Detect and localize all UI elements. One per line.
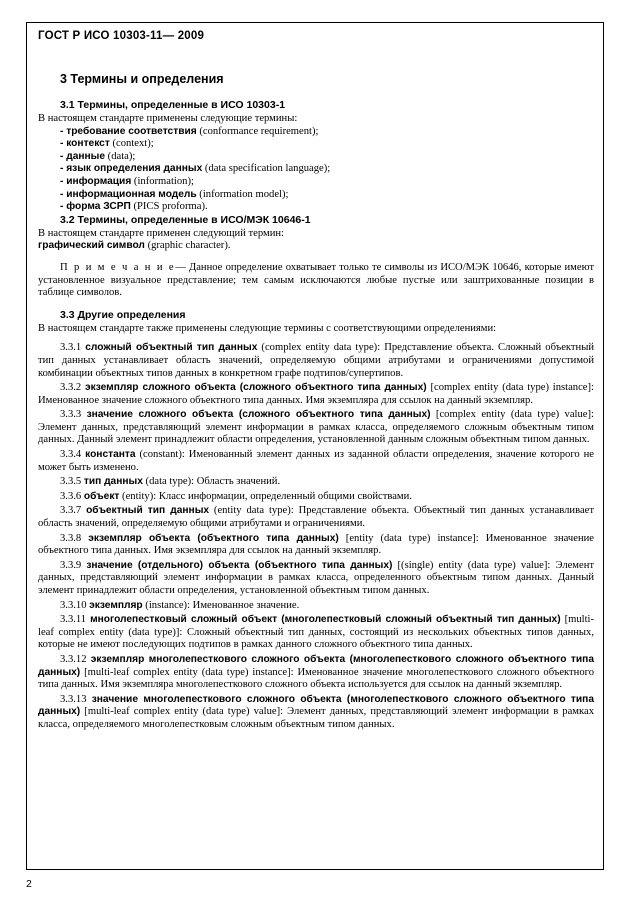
definition-term-en: [(single) entity (data type) value]	[392, 559, 548, 571]
definition-entry	[38, 533, 594, 558]
definition-number: 3.3.10	[60, 599, 87, 611]
term-ru: - требование соответствия	[60, 125, 197, 137]
definition-term-ru: экземпляр сложного объекта (сложного объектного типа данных)	[85, 382, 427, 394]
definition-entry	[38, 654, 594, 692]
definition-entry	[38, 491, 594, 504]
term-en: (graphic character).	[144, 240, 231, 252]
term-en: (information);	[131, 175, 194, 187]
subsection-3-2-term	[38, 240, 594, 253]
page-number: 2	[26, 878, 32, 890]
definition-term-en: [multi-leaf complex entity (data type) instance]	[80, 666, 291, 678]
term-list-item	[60, 176, 594, 189]
term-ru: - информационная модель	[60, 188, 197, 200]
definition-term-ru: многолепестковый сложный объект (многолепестковый сложный объектный тип данных)	[90, 614, 561, 626]
term-list-item	[60, 138, 594, 151]
definition-body: : Класс информации, определенный общими свойствами.	[153, 490, 412, 502]
definition-term-ru: значение сложного объекта (сложного объектного типа данных)	[86, 409, 431, 421]
definition-number: 3.3.11	[60, 614, 87, 626]
definition-term-ru: константа	[85, 449, 136, 461]
definition-body: : Сложный объектный тип данных, состоящий из нескольких объектных типов данных, которые не имеют последующих подтипов в рамках данного сложного объектного типа данных.	[38, 626, 594, 651]
term-en: (PICS proforma).	[130, 201, 208, 213]
subsection-3-3-heading: 3.3 Другие определения	[60, 308, 186, 321]
subsection-3-1-heading: 3.1 Термины, определенные в ИСО 10303-1	[60, 99, 286, 111]
definition-number: 3.3.2	[60, 382, 82, 394]
term-en: (information model);	[196, 188, 289, 200]
term-en: (conformance requirement);	[196, 125, 319, 137]
definition-term-en: (complex entity data type)	[257, 342, 378, 354]
definition-entry	[38, 409, 594, 447]
definition-entry	[38, 476, 594, 489]
definition-number: 3.3.8	[60, 532, 82, 544]
definition-term-ru: объектный тип данных	[86, 505, 210, 517]
definition-body: : Именованное значение многолепесткового сложного объектного типа данных. Имя экземпляра многолепесткового сложного объекта используется для ссылок на данный экземпляр.	[38, 666, 594, 691]
definition-term-en: (entity)	[119, 490, 154, 502]
definition-entry	[38, 694, 594, 732]
term-ru: - язык определения данных	[60, 163, 203, 175]
page-content	[38, 72, 594, 732]
note-paragraph	[38, 262, 594, 300]
definition-number: 3.3.7	[60, 505, 82, 517]
term-list-item	[60, 189, 594, 202]
definition-number: 3.3.9	[60, 559, 82, 571]
definition-body: : Именованное значение объектного типа данных. Имя экземпляра для ссылок на данный экземпляр.	[38, 532, 594, 557]
definition-term-ru: объект	[83, 490, 120, 502]
term-list-item	[60, 126, 594, 139]
term-en: (data specification language);	[202, 163, 331, 175]
definition-term-ru: экземпляр объекта (объектного типа данных)	[88, 532, 339, 544]
section-heading: 3 Термины и определения	[60, 72, 224, 86]
definition-body: : Именованное значение сложного объектного типа данных. Имя экземпляра для ссылок на данный экземпляр.	[38, 382, 594, 406]
definition-body: : Представление объекта. Объектный тип данных устанавливает область значений, определяемую общими атрибутами и ограничениями.	[38, 505, 594, 530]
note-label: П р и м е ч а н и е	[60, 261, 176, 273]
term-ru: - контекст	[60, 138, 110, 150]
definition-term-ru: значение многолепесткового сложного объекта (многолепесткового сложного объектного типа данных)	[38, 693, 595, 718]
definition-number: 3.3.12	[60, 653, 87, 665]
term-ru: - данные	[60, 150, 106, 162]
definition-term-en: [multi-leaf complex entity (data type) value]	[80, 706, 281, 718]
subsection-3-2-heading: 3.2 Термины, определенные в ИСО/МЭК 10646-1	[60, 213, 311, 226]
definition-entry	[38, 449, 594, 474]
definition-entry	[38, 505, 594, 530]
definition-number: 3.3.6	[60, 490, 82, 502]
definition-number: 3.3.13	[60, 693, 87, 705]
subsection-3-3-intro: В настоящем стандарте также применены следующие термины с соответствующими определениями:	[38, 322, 497, 334]
definition-term-en: [complex entity (data type) value]	[430, 409, 592, 421]
term-ru: - форма ЗСРП	[60, 201, 131, 213]
definition-body: : Элемент данных, представляющий элемент информации в рамках класса, определяемого сложным объектным типом данных. Данный элемент принадлежит области определения, установленной данным сложным объектным типом данных.	[38, 409, 594, 446]
definition-entry	[38, 382, 594, 407]
definition-term-en: [entity (data type) instance]	[338, 532, 476, 544]
definition-number: 3.3.4	[60, 449, 82, 461]
note-text: — Данное определение охватывает только те символы из ИСО/МЭК 10646, которые имеют установленное визуальное представление; тем самым исключаются любые пустые или заштрихованные позиции в таблице символов.	[38, 261, 594, 299]
definition-number: 3.3.3	[60, 409, 82, 421]
definition-term-ru: тип данных	[83, 476, 143, 488]
definition-term-en: (constant)	[135, 449, 182, 461]
definition-number: 3.3.1	[60, 342, 82, 354]
definition-entry	[38, 342, 594, 380]
definition-body: : Элемент данных, представляющий элемент информации в рамках класса, определяемого многолепестковым сложным объектным типом данных.	[38, 706, 594, 730]
definition-term-ru: экземпляр	[89, 599, 143, 611]
definition-body: : Именованный элемент данных из заданной области определения, значение которого не может быть изменено.	[38, 449, 594, 473]
subsection-3-2-intro: В настоящем стандарте применен следующий термин:	[38, 227, 284, 239]
definition-entry	[38, 614, 594, 652]
definition-number: 3.3.5	[60, 476, 82, 488]
term-list-item	[60, 151, 594, 164]
page-header: ГОСТ Р ИСО 10303-11— 2009	[38, 30, 205, 42]
definition-term-en: [complex entity (data type) instance]	[426, 382, 592, 394]
term-list-item	[60, 163, 594, 176]
definition-term-en: (data type)	[142, 476, 192, 488]
definition-term-ru: значение (отдельного) объекта (объектного типа данных)	[86, 559, 393, 571]
definition-entry	[38, 560, 594, 598]
term-ru: - информация	[60, 175, 132, 187]
definition-body: : Элемент данных, представляющий элемент информации в рамках класса, определенного объектным типом данных. Данный элемент принадлежит области определения, установленной объектным типом данных.	[38, 559, 595, 596]
term-list-item	[60, 201, 594, 214]
definition-entry	[38, 600, 594, 613]
definition-term-ru: экземпляр многолепесткового сложного объекта (многолепесткового сложного объектного типа данных)	[38, 653, 594, 678]
definition-term-en: (entity data type)	[209, 505, 291, 517]
definition-body: : Область значений.	[191, 476, 281, 488]
definition-term-ru: сложный объектный тип данных	[85, 342, 258, 354]
definition-body: : Представление объекта. Сложный объектный тип данных устанавливает область значений, определяемую общими атрибутами и ограничениями допустимой комбинации объектных типов данных в конкретном графе подтипов/супертипов.	[38, 342, 594, 379]
term-en: (context);	[109, 138, 154, 150]
definition-term-en: [multi-leaf complex entity (data type)]	[38, 614, 595, 638]
definition-body: : Именованное значение.	[187, 599, 300, 611]
term-ru: графический символ	[38, 240, 145, 252]
term-en: (data);	[105, 150, 136, 162]
definition-term-en: (instance)	[142, 599, 188, 611]
subsection-3-1-intro: В настоящем стандарте применены следующие термины:	[38, 113, 298, 124]
